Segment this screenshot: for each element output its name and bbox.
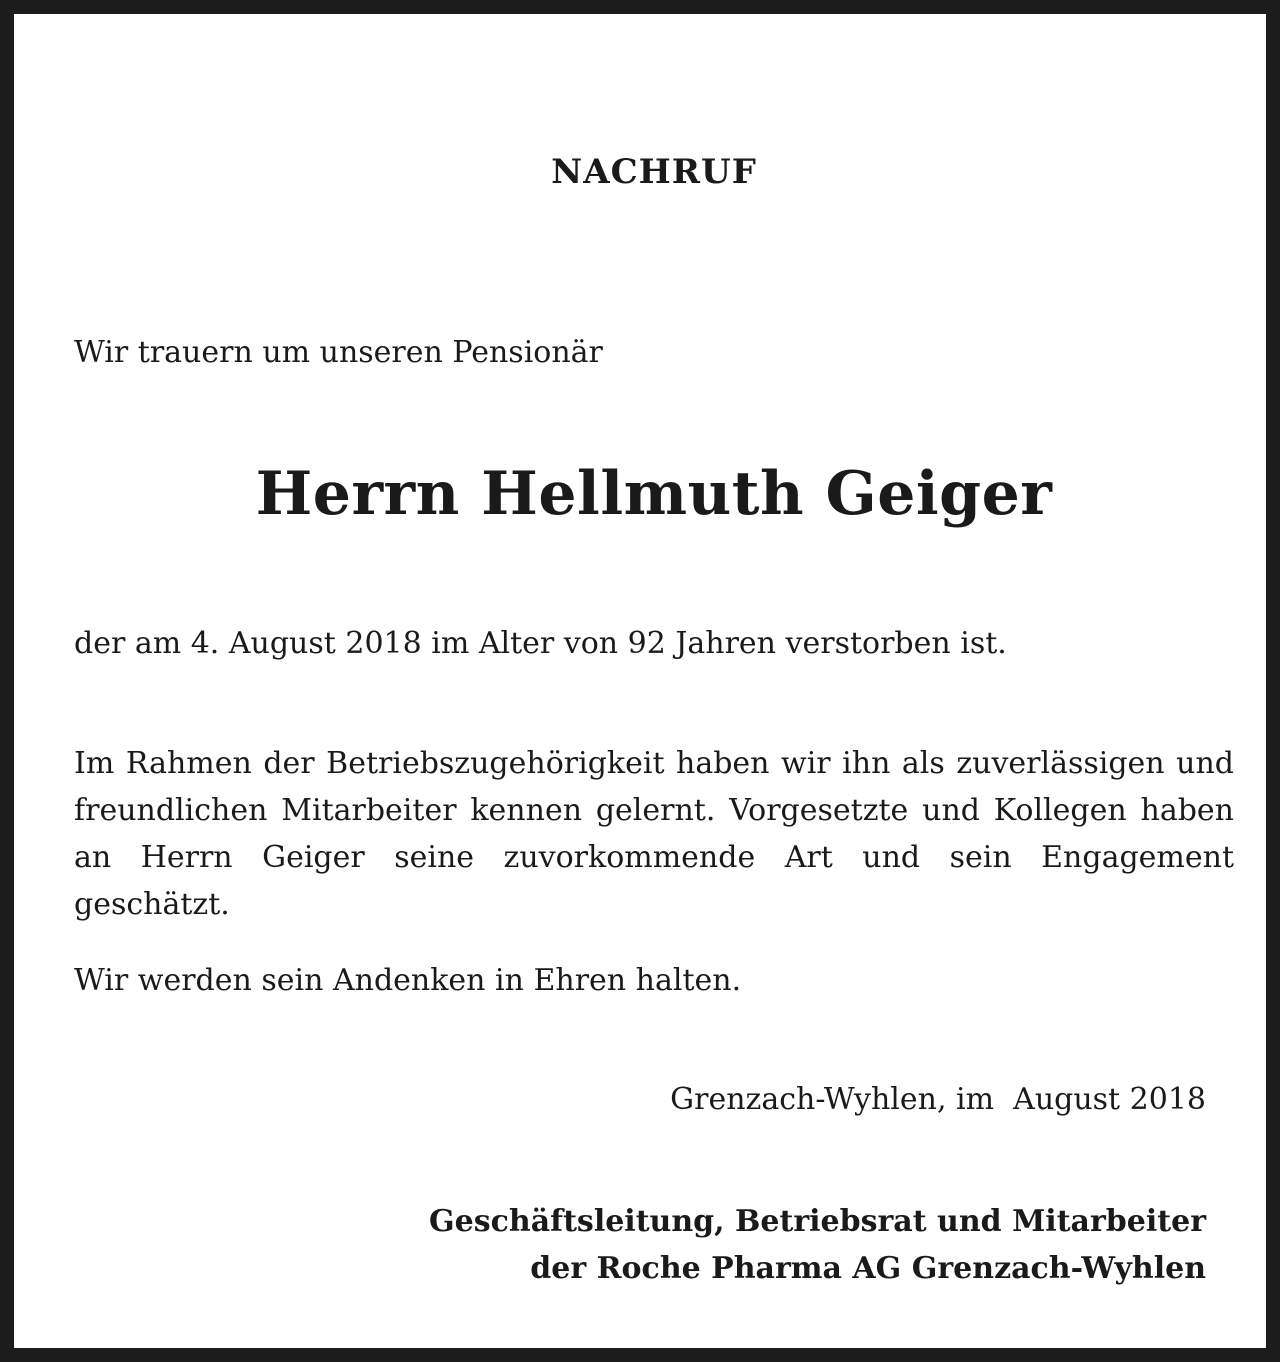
closing-line: Wir werden sein Andenken in Ehren halten. (74, 963, 742, 998)
death-date-line: der am 4. August 2018 im Alter von 92 Jahren verstorben ist. (74, 626, 1007, 661)
tribute-paragraph: Im Rahmen der Betriebszugehörigkeit haben wir ihn als zuverlässigen und freundlichen Mitarbeiter kennen gelernt. Vorgesetzte und Kollegen haben an Herrn Geiger seine zuvorkommende Art und sein Engagement geschätzt. (74, 746, 1234, 922)
signature-block (429, 1198, 1206, 1292)
intro-line: Wir trauern um unseren Pensionär (74, 335, 603, 370)
signature-line-1: Geschäftsleitung, Betriebsrat und Mitarbeiter (429, 1204, 1206, 1239)
signature-line-2: der Roche Pharma AG Grenzach-Wyhlen (530, 1251, 1206, 1286)
deceased-name: Herrn Hellmuth Geiger (255, 459, 1053, 529)
place-date: Grenzach-Wyhlen, im August 2018 (670, 1082, 1206, 1117)
notice-heading: NACHRUF (551, 152, 757, 192)
